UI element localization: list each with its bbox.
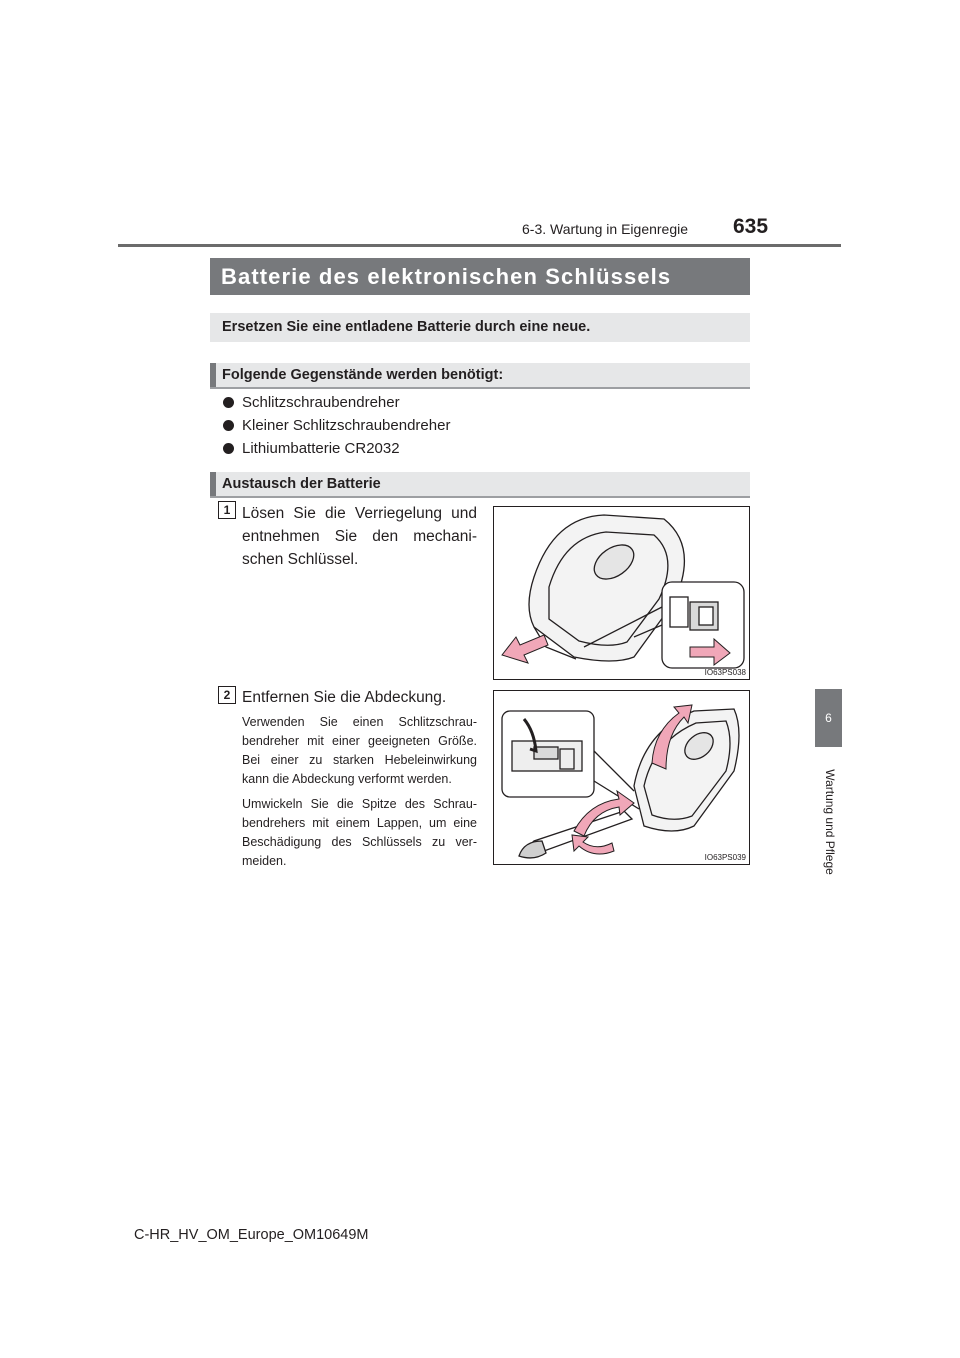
step-2-text: Entfernen Sie die Abdeckung. (242, 689, 447, 706)
chapter-tab (815, 689, 842, 747)
step-number-2: 2 (218, 686, 236, 704)
figure-step-2 (493, 690, 750, 865)
step-2-note-1: Verwenden Sie einen Schlitzschrau-bendreher mit einer geeigneten Größe. Bei einer zu starken Hebeleinwirkung kann die Abdeckung verformt werden. (242, 715, 477, 786)
section-heading-replacement: Austausch der Batterie (210, 472, 750, 496)
figure-id: IO63PS038 (704, 668, 746, 677)
figure-id: IO63PS039 (704, 853, 746, 862)
required-items-list (223, 393, 623, 462)
bullet-icon (223, 420, 234, 431)
key-unlock-illustration (494, 507, 749, 679)
figure-step-1 (493, 506, 750, 680)
chapter-title: Wartung und Pflege (823, 769, 837, 875)
page-title: Batterie des elektronischen Schlüssels (210, 258, 750, 295)
list-item (223, 393, 623, 416)
list-item-text: Lithiumbatterie CR2032 (242, 440, 400, 457)
step-2-note-2: Umwickeln Sie die Spitze des Schrau-bendrehers mit einem Lappen, um eine Beschädigung des Schlüssels zu ver-meiden. (242, 797, 477, 868)
section-breadcrumb: 6-3. Wartung in Eigenregie (522, 221, 689, 237)
step-number-1: 1 (218, 501, 236, 519)
bullet-icon (223, 397, 234, 408)
list-item (223, 416, 623, 439)
header-rule (118, 244, 841, 247)
list-item-text: Kleiner Schlitzschraubendreher (242, 417, 451, 434)
chapter-number: 6 (825, 711, 832, 725)
cover-removal-illustration (494, 691, 749, 864)
step-1-text: Lösen Sie die Verriegelung und entnehmen Sie den mechani-schen Schlüssel. (242, 505, 477, 568)
page-number: 635 (733, 215, 769, 238)
document-footer: C-HR_HV_OM_Europe_OM10649M (134, 1227, 369, 1243)
section-heading-required-items: Folgende Gegenstände werden benötigt: (210, 363, 750, 387)
bullet-icon (223, 443, 234, 454)
list-item (223, 439, 623, 462)
intro-box: Ersetzen Sie eine entladene Batterie durch eine neue. (210, 313, 750, 342)
list-item-text: Schlitzschraubendreher (242, 394, 400, 411)
